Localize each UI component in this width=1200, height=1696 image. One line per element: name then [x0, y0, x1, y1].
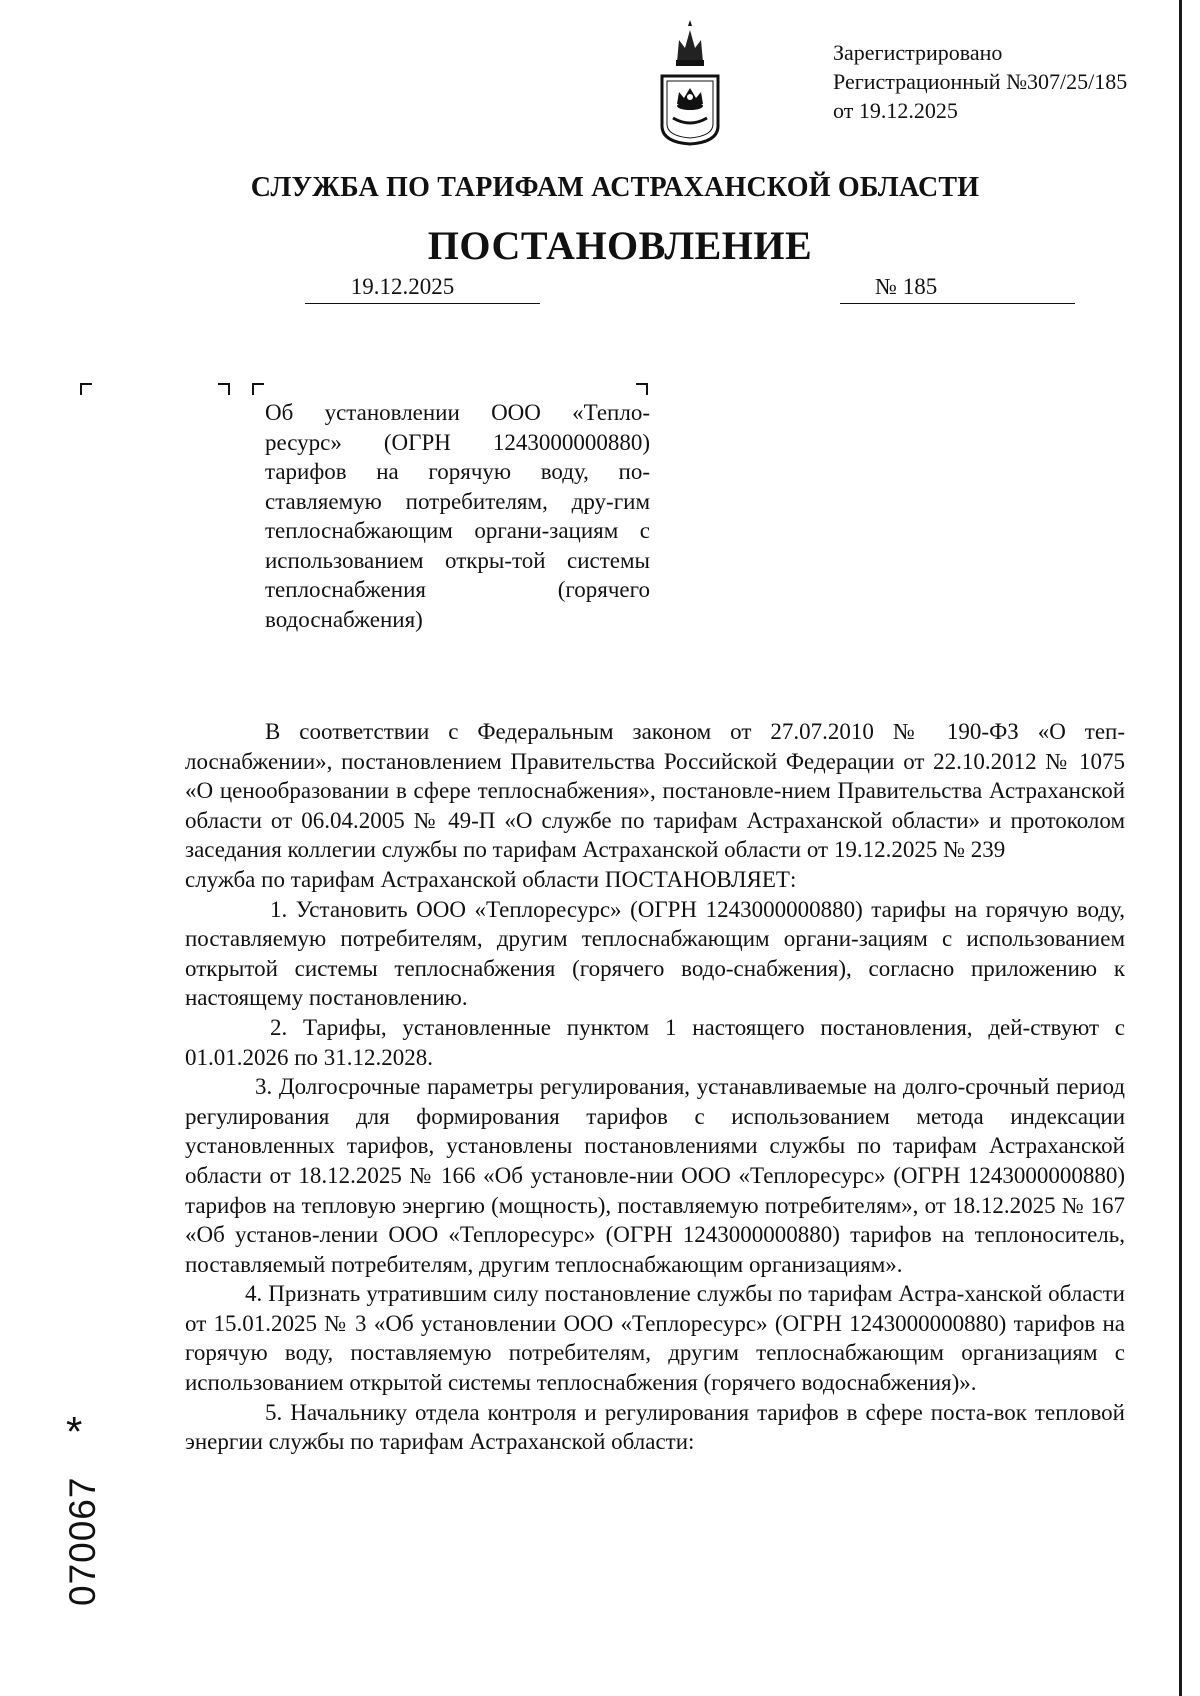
- clause-4: 4. Признать утратившим силу постановление службы по тарифам Астра-ханской области от 15.01.2025 № 3 «Об установлении ООО «Теплоресурс» (ОГРН 1243000000880) тарифов на горячую воду, поставляемую потребителям, другим теплоснабжающим организациям с использованием открытой системы теплоснабжения (горячего водоснабжения)».: [185, 1281, 1125, 1396]
- registration-stamp: [833, 38, 1163, 125]
- registration-number: Регистрационный №307/25/185: [833, 69, 1128, 94]
- bracket-corner-subject-right: [636, 383, 648, 395]
- clause-2: 2. Тарифы, установленные пунктом 1 настоящего постановления, дей-ствуют с 01.01.2026 по 31.12.2028.: [185, 1014, 1125, 1070]
- bracket-corner-top-left: [80, 383, 92, 395]
- coat-of-arms-icon: [655, 18, 725, 148]
- decree-line: служба по тарифам Астраханской области ПОСТАНОВЛЯЕТ:: [185, 866, 797, 892]
- registration-date: от 19.12.2025: [833, 98, 958, 123]
- clause-3: 3. Долгосрочные параметры регулирования, устанавливаемые на долго-срочный период регулирования для формирования тарифов с использованием метода индексации установленных тарифов, установлены постановлениями службы по тарифам Астраханской области от 18.12.2025 № 166 «Об установле-нии ООО «Теплоресурс» (ОГРН 1243000000880) тарифов на тепловую энергию (мощность), поставляемую потребителям», от 18.12.2025 № 167 «Об установ-лении ООО «Теплоресурс» (ОГРН 1243000000880) тарифов на теплоноситель, поставляемый потребителям, другим теплоснабжающим организациям».: [185, 1074, 1125, 1277]
- document-body: [185, 717, 1125, 1457]
- margin-star-mark: *: [66, 1408, 83, 1455]
- preamble-paragraph: В соответствии с Федеральным законом от 27.07.2010 № 190-ФЗ «О теп-лоснабжении», постановлением Правительства Российской Федерации от 22.10.2012 № 1075 «О ценообразовании в сфере теплоснабжения», постановле-нием Правительства Астраханской области от 06.04.2005 № 49-П «О службе по тарифам Астраханской области» и протоколом заседания коллегии службы по тарифам Астраханской области от 19.12.2025 № 239: [185, 719, 1125, 863]
- clause-1: 1. Установить ООО «Теплоресурс» (ОГРН 1243000000880) тарифы на горячую воду, поставляемую потребителям, другим теплоснабжающим органи-зациям с использованием открытой системы теплоснабжения (горячего водо-снабжения), согласно приложению к настоящему постановлению.: [185, 896, 1125, 1011]
- document-subject: Об установлении ООО «Тепло-ресурс» (ОГРН 1243000000880) тарифов на горячую воду, по-ставляемую потребителям, дру-гим теплоснабжающим органи-зациям с использованием откры-той системы теплоснабжения (горячего водоснабжения): [265, 400, 650, 632]
- document-type-title: ПОСТАНОВЛЕНИЕ: [427, 223, 813, 268]
- margin-serial-code: 070067: [62, 1476, 103, 1606]
- registration-label: Зарегистрировано: [833, 40, 1003, 65]
- document-date: 19.12.2025: [305, 274, 540, 304]
- bracket-corner-subject-left: [252, 383, 264, 395]
- bracket-corner-top-right: [218, 383, 230, 395]
- agency-name: СЛУЖБА ПО ТАРИФАМ АСТРАХАНСКОЙ ОБЛАСТИ: [250, 172, 980, 203]
- clause-5: 5. Начальнику отдела контроля и регулирования тарифов в сфере поста-вок тепловой энергии службы по тарифам Астраханской области:: [185, 1399, 1125, 1455]
- document-number: № 185: [840, 274, 1075, 304]
